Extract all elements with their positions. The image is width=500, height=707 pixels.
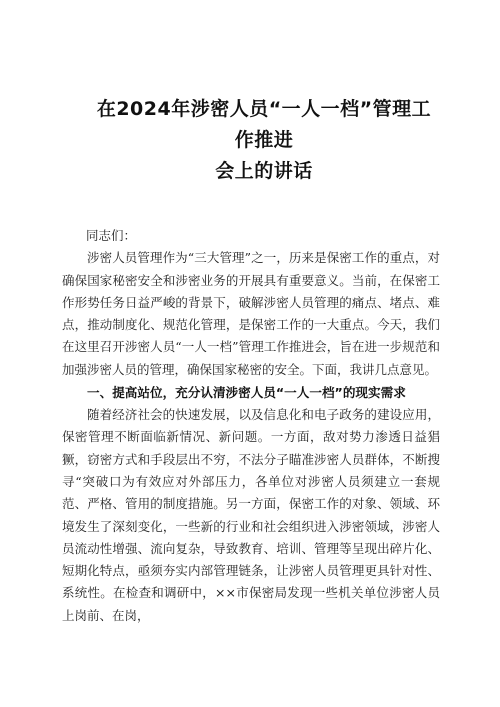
title-line-2: 会上的讲话	[215, 160, 313, 182]
title-line-1: 在2024年涉密人员“一人一档”管理工作推进	[96, 98, 432, 151]
document-body	[62, 225, 440, 627]
section-heading-1: 一、提高站位，充分认清涉密人员“一人一档”的现实需求	[87, 385, 406, 401]
paragraph-section-1: 随着经济社会的快速发展，以及信息化和电子政务的建设应用，保密管理不断面临新情况、新问题。一方面，敌对势力渗透日益猖獗，窃密方式和手段层出不穷，不法分子瞄准涉密人员群体，不断搜寻“突破口为有效应对外部压力，各单位对涉密人员须建立一套规范、严格、管用的制度措施。另一方面，保密工作的对象、领域、环境发生了深刻变化，一些新的行业和社会组织进入涉密领域，涉密人员流动性增强、流向复杂，导致教育、培训、管理等呈现出碎片化、短期化特点，亟须夯实内部管理链条，让涉密人员管理更具针对性、系统性。在检查和调研中，××市保密局发现一些机关单位涉密人员上岗前、在岗，	[62, 407, 440, 623]
paragraph-intro: 涉密人员管理作为“三大管理”之一，历来是保密工作的重点，对确保国家秘密安全和涉密业务的开展具有重要意义。当前，在保密工作形势任务日益严峻的背景下，破解涉密人员管理的痛点、堵点、难点，推动制度化、规范化管理，是保密工作的一大重点。今天，我们在这里召开涉密人员“一人一档”管理工作推进会，旨在进一步规范和加强涉密人员的管理，确保国家秘密的安全。下面，我讲几点意见。	[62, 250, 440, 377]
document-title	[88, 94, 440, 187]
salutation: 同志们：	[86, 228, 137, 243]
